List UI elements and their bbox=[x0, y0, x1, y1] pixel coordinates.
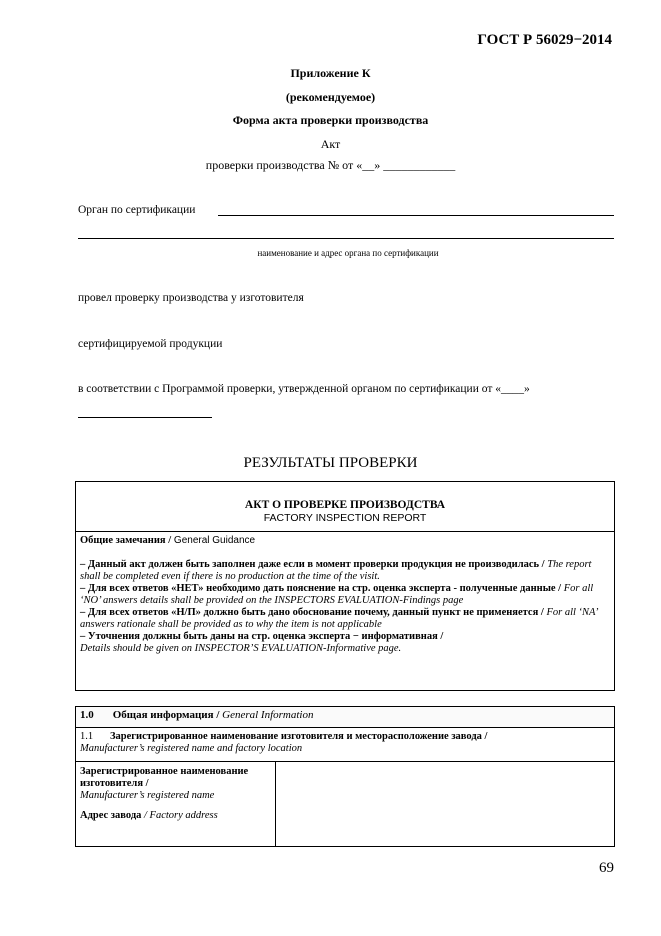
report-title-en: FACTORY INSPECTION REPORT bbox=[263, 512, 427, 524]
general-info-table bbox=[75, 706, 615, 847]
subsection-row bbox=[76, 728, 614, 762]
product-text: сертифицируемой продукции bbox=[78, 338, 223, 350]
org-underline bbox=[218, 215, 614, 216]
subsection-number: 1.1 bbox=[80, 731, 94, 742]
check-text: провел проверку производства у изготовителя bbox=[78, 292, 304, 304]
section-title-ru: Общая информация / bbox=[112, 709, 220, 721]
program-text: в соответствии с Программой проверки, утвержденной органом по сертификации от «____» bbox=[78, 383, 530, 395]
guidance-label-en: General Guidance bbox=[171, 535, 256, 546]
note-1-ru: – Данный акт должен быть заполнен даже если в момент проверки продукция не производилась / bbox=[80, 559, 545, 570]
inspection-report-box bbox=[75, 481, 615, 691]
program-date-line bbox=[78, 417, 212, 418]
note-3-ru: – Для всех ответов «Н/П» должно быть дано обоснование почему, данный пункт не применяется / bbox=[80, 607, 544, 618]
subsection-title-en: Manufacturer’s registered name and factory location bbox=[80, 743, 303, 754]
general-info-heading bbox=[76, 707, 614, 728]
subsection-title-ru: Зарегистрированное наименование изготовителя и месторасположение завода / bbox=[110, 731, 488, 742]
manufacturer-value-cell[interactable] bbox=[276, 762, 614, 846]
form-title: Форма акта проверки производства bbox=[232, 113, 429, 127]
manufacturer-labels bbox=[76, 762, 276, 846]
act-word: Акт bbox=[320, 137, 341, 151]
results-title: РЕЗУЛЬТАТЫ ПРОВЕРКИ bbox=[243, 455, 418, 471]
manufacturer-name-label-en: Manufacturer’s registered name bbox=[80, 790, 215, 801]
factory-address-label-en: / Factory address bbox=[141, 810, 218, 821]
factory-address-label-ru: Адрес завода bbox=[80, 810, 142, 821]
note-4-en: Details should be given on INSPECTOR’S EVALUATION-Informative page. bbox=[80, 643, 402, 654]
manufacturer-row bbox=[76, 762, 614, 846]
appendix-status: (рекомендуемое) bbox=[285, 90, 376, 104]
report-title-ru: АКТ О ПРОВЕРКЕ ПРОИЗВОДСТВА bbox=[244, 499, 446, 511]
act-line: проверки производства № от «__» ____________ bbox=[205, 158, 456, 172]
manufacturer-name-label-ru: Зарегистрированное наименование изготовителя / bbox=[80, 766, 249, 789]
guidance-label-ru: Общие замечания / bbox=[80, 535, 172, 546]
appendix-title: Приложение К bbox=[290, 66, 371, 80]
page-number: 69 bbox=[599, 860, 614, 876]
section-title-en: General Information bbox=[219, 709, 314, 721]
standard-number: ГОСТ Р 56029−2014 bbox=[477, 32, 612, 48]
note-3-en: For all ‘NA’ answers rationale shall be provided as to why the item is not applicable bbox=[80, 607, 598, 630]
report-guidance bbox=[76, 532, 614, 658]
note-2-en: For all ‘NO’ answers details shall be provided on the INSPECTORS EVALUATION-Findings page bbox=[80, 583, 594, 606]
org-caption: наименование и адрес органа по сертификации bbox=[257, 248, 439, 258]
org-underline-2 bbox=[78, 238, 614, 239]
note-1-en: The report shall be completed even if there is no production at the time of the visit. bbox=[80, 559, 592, 582]
note-2-ru: – Для всех ответов «НЕТ» необходимо дать пояснение на стр. оценка эксперта - полученные данные / bbox=[80, 583, 562, 594]
note-4-ru: – Уточнения должны быть даны на стр. оценка эксперта − информативная / bbox=[80, 631, 444, 642]
section-number: 1.0 bbox=[80, 709, 94, 721]
org-label: Орган по сертификации bbox=[78, 204, 196, 216]
report-header bbox=[76, 482, 614, 532]
